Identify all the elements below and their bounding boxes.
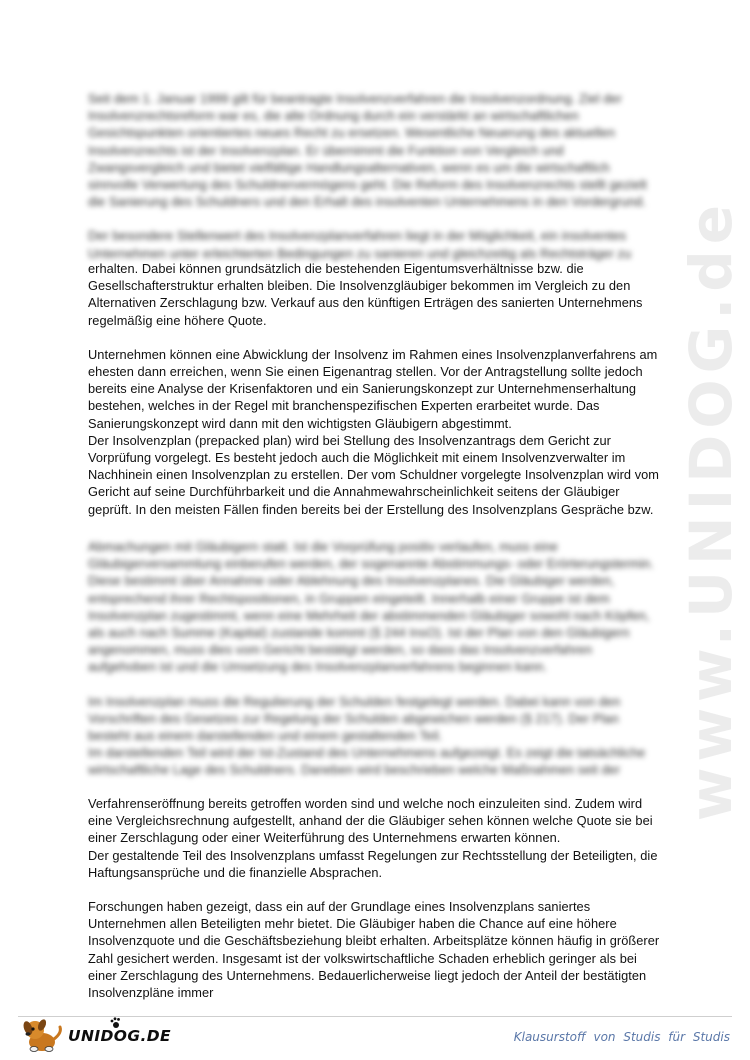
dog-mascot-icon xyxy=(22,1015,72,1055)
paragraph-6-end: Verfahrenseröffnung bereits getroffen worden sind und welche noch einzuleiten sind. Zudem wird eine Vergleichsrechnung aufgestellt, anhand der die Gläubiger sehen können welche Quote sie bei einer Zerschlagung oder einer Weiterführung des Unternehmens erwarten können. xyxy=(88,796,653,846)
blurred-middle-section xyxy=(88,538,660,779)
paragraph-1: Seit dem 1. Januar 1999 gilt für beantragte Insolvenzverfahren die Insolvenzordnung. Ziel der Insolvenzrechtsreform war es, die alte Ordnung durch ein verstärkt an wirtschaftlichen Gesichtspunkten orientiertes neues Recht zu ersetzen. Wesentliche Neuerung des aktuellen Insolvenzrechts ist der Insolvenzplan. Er übernimmt die Funktion von Vergleich und Zwangsvergleich und bietet vielfältige Handlungsalternativen, wenn es um die wirtschaftlich sinnvolle Verwertung des Schuldnervermögens geht. Die Reform des Insolvenzrechts stellt gezielt die Sanierung des Schuldners und den Erhalt des insolventen Unternehmens in den Vordergrund. xyxy=(88,91,647,210)
unidog-logo xyxy=(22,1015,172,1055)
clear-section-1 xyxy=(88,260,660,518)
paragraph-3: Unternehmen können eine Abwicklung der Insolvenz im Rahmen eines Insolvenzplanverfahrens am ehesten dann erreichen, wenn Sie einen Eigenantrag stellen. Vor der Antragstellung sollte jedoch bereits eine Analyse der Krisenfaktoren und ein Sanierungskonzept zur Unternehmenserhaltung bestehen, welches in der Regel mit branchenspezifischen Experten erarbeitet wurde. Das Sanierungskonzept wird dann mit den wichtigsten Gläubigern abgestimmt. xyxy=(88,346,658,431)
paragraph-2-start: Der besondere Stellenwert des Insolvenzplanverfahren liegt in der Möglichkeit, ein insolventes Unternehmen unter erleichterten Bedingungen zu sanieren und gleichzeitig als Rechtsträger zu xyxy=(88,228,632,261)
paragraph-6-start: Im darstellenden Teil wird der Ist-Zustand des Unternehmens aufgezeigt. Es zeigt die tatsächliche wirtschaftliche Lage des Schuldners. Daneben wird beschrieben welche Maßnahmen seit der xyxy=(88,745,646,778)
paragraph-4-end: Abmachungen mit Gläubigern statt. Ist die Vorprüfung positiv verlaufen, muss eine Gläubigerversammlung einberufen werden, der sogenannte Abstimmungs- oder Erörterungstermin. Diese bestimmt über Annahme oder Ablehnung des Insolvenzplanes. Die Gläubiger werden, entsprechend ihrer Rechtspositionen, in Gruppen eingeteilt. Innerhalb einer Gruppe ist dem Insolvenzplan zugestimmt, wenn eine Mehrheit der abstimmenden Gläubiger sowohl nach Köpfen, als auch nach Summe (Kapital) zustande kommt (§ 244 InsO). Ist der Plan von den Gläubigern angenommen, muss dies vom Gericht bestätigt werden, so dass das Insolvenzverfahren aufgehoben ist und die Umsetzung des Insolvenzplanverfahrens beginnen kann. xyxy=(88,539,654,675)
paragraph-8: Forschungen haben gezeigt, dass ein auf der Grundlage eines Insolvenzplans saniertes Unternehmen allen Beteiligten mehr bietet. Die Gläubiger haben die Chance auf eine höhere Insolvenzquote und die Geschäftsbeziehung bleibt erhalten. Arbeitsplätze können häufig in größerer Zahl gesichert werden. Insgesamt ist der volkswirtschaftliche Schaden erheblich geringer als bei einer Zerschlagung des Unternehmens. Bedauerlicherweise liegt jedoch der Anteil der bestätigten Insolvenzpläne immer xyxy=(88,899,660,1001)
logo-text: UNIDOG.DE xyxy=(68,1027,172,1045)
clear-section-2 xyxy=(88,795,660,1001)
watermark-text: www.UNIDOG.de xyxy=(677,198,746,822)
footer-tagline: Klausurstoff von Studis für Studis xyxy=(513,1030,730,1044)
paragraph-2-end: erhalten. Dabei können grundsätzlich die bestehenden Eigentumsverhältnisse bzw. die Gesellschafterstruktur erhalten bleiben. Die Insolvenzgläubiger bekommen im Vergleich zu den Alternativen Zerschlagung bzw. Verkauf aus den künftigen Erträgen des sanierten Unternehmens regelmäßig eine höhere Quote. xyxy=(88,261,643,328)
paragraph-4: Der Insolvenzplan (prepacked plan) wird bei Stellung des Insolvenzantrags dem Gericht zur Vorprüfung vorgelegt. Es besteht jedoch auch die Möglichkeit mit einem Insolvenzverwalter im Nachhinein einen Insolvenzplan zu erstellen. Der vom Schuldner vorgelegte Insolvenzplan wird vom Gericht auf seine Durchführbarkeit und die Annahmewahrscheinlichkeit seitens der Gläubiger geprüft. In den meisten Fällen finden bereits bei der Erstellung des Insolvenzplans Gespräche bzw. xyxy=(88,432,660,517)
blurred-top-section xyxy=(88,90,660,262)
paragraph-5: Im Insolvenzplan muss die Regulierung der Schulden festgelegt werden. Dabei kann von den Vorschriften des Gesetzes zur Regelung der Schulden abgewichen werden (§ 217). Der Plan besteht aus einem darstellenden und einem gestaltenden Teil. xyxy=(88,693,621,744)
paragraph-7: Der gestaltende Teil des Insolvenzplans umfasst Regelungen zur Rechtsstellung der Beteiligten, die Haftungsansprüche und die finanzielle Absprachen. xyxy=(88,847,658,880)
